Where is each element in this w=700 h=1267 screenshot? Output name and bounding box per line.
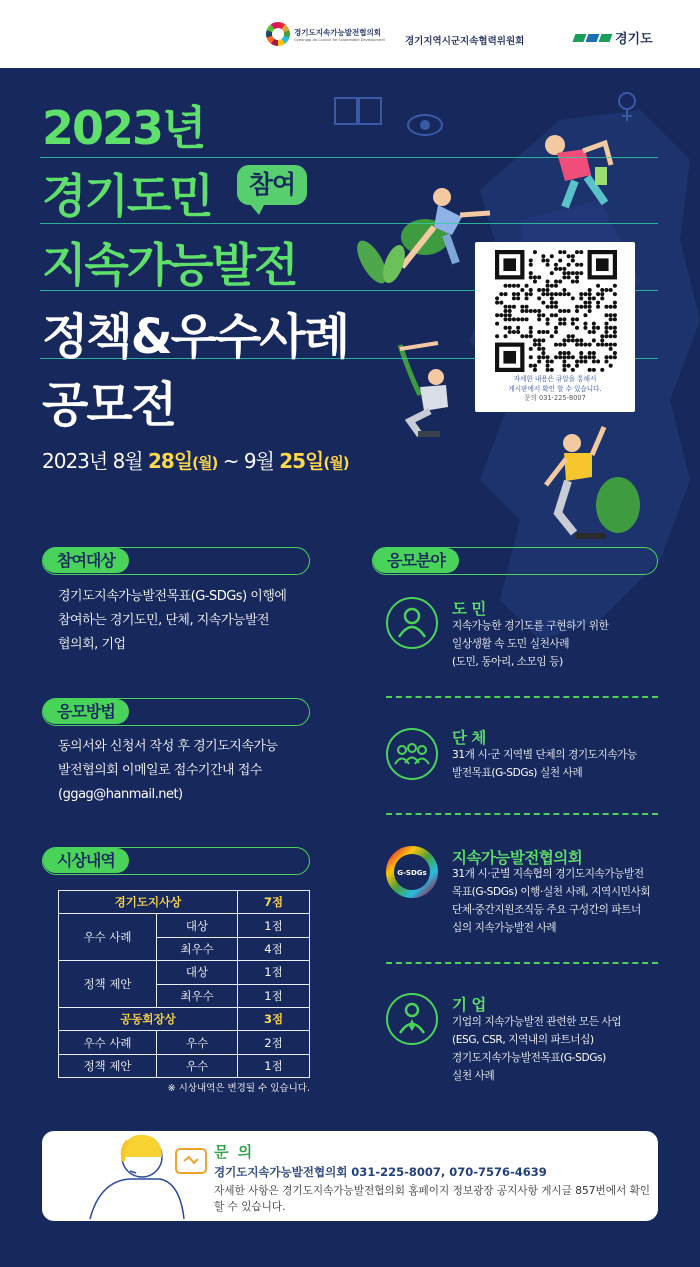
qr-note (475, 375, 635, 404)
qr-note-line2: 게시판에서 확인 할 수 있습니다. (508, 384, 602, 393)
dashed-divider (386, 696, 658, 698)
period-separator: ~ 9월 (217, 449, 280, 473)
contest-period (42, 445, 349, 474)
period-end-weekday: (월) (323, 454, 349, 472)
group-icon (386, 728, 438, 780)
award-count: 1점 (238, 984, 310, 1007)
field-citizen-desc (452, 617, 608, 671)
period-end-day: 25일 (279, 449, 324, 473)
award-category: 정책 제안 (59, 1054, 157, 1077)
field-desc-line: 지속가능한 경기도를 구현하기 위한 (452, 620, 609, 632)
awards-title: 시상내역 (43, 848, 129, 873)
gender-icon (612, 88, 642, 124)
award-governor: 경기도지사상 (59, 891, 238, 914)
field-desc-line: 단체·중간지원조직등 주요 구성간의 파트너 (452, 904, 641, 916)
field-council-title: 지속가능발전협의회 (452, 849, 583, 867)
award-category: 우수 사례 (59, 914, 157, 961)
field-group-title: 단 체 (452, 729, 486, 747)
field-desc-line: 발전목표(G-SDGs) 실천 사례 (452, 767, 583, 779)
method-text (58, 735, 278, 807)
contact-description: 자세한 사항은 경기도지속가능발전협의회 홈페이지 정보광장 공지사항 게시글 857번에서 확인할 수 있습니다. (214, 1185, 651, 1213)
fields-title: 응모분야 (373, 548, 459, 573)
eligibility-header (42, 547, 310, 575)
award-count: 1점 (238, 914, 310, 937)
award-category: 우수 사례 (59, 1031, 157, 1054)
gsdgs-org-english: Gyeonggi-do Council for Sustainable Development (294, 37, 385, 42)
sdgs-wheel-label: G-SDGs (397, 869, 427, 877)
field-desc-line: (ESG, CSR, 지역내의 파트너십) (452, 1034, 594, 1046)
call-center-agent-illustration (80, 1121, 210, 1221)
contact-phone[interactable]: 경기도지속가능발전협의회 031-225-8007, 070-7576-4639 (214, 1165, 547, 1179)
field-desc-line: 31개 시·군별 지속협의 경기도지속가능발전 (452, 868, 644, 880)
method-title: 응모방법 (43, 699, 129, 724)
field-desc-line: 경기도지속가능발전목표(G-SDGs) (452, 1052, 606, 1064)
table-row (59, 891, 310, 914)
award-count: 1점 (238, 961, 310, 984)
method-email[interactable]: (ggag@hanmail.net) (58, 787, 183, 802)
field-group-desc (452, 746, 637, 782)
title-policy-cases: 정책&우수사례 (42, 309, 349, 365)
award-governor-total: 7점 (238, 891, 310, 914)
field-desc-line: 일상생활 속 도민 실천사례 (452, 638, 570, 650)
award-rank: 최우수 (157, 937, 238, 960)
dashed-divider (386, 813, 658, 815)
table-row (59, 1054, 310, 1077)
award-rank: 우수 (157, 1031, 238, 1054)
table-row (59, 1031, 310, 1054)
title-sustainable: 지속가능발전 (42, 238, 297, 292)
award-joint-total: 3점 (238, 1007, 310, 1030)
person-skateboard-illustration (540, 425, 645, 545)
eye-icon (405, 108, 445, 142)
field-desc-line: 기업의 지속가능발전 관련한 모든 사업 (452, 1016, 622, 1028)
title-contest: 공모전 (42, 377, 176, 433)
eligibility-line: 협의회, 기업 (58, 637, 126, 652)
award-rank: 대상 (157, 914, 238, 937)
award-count: 4점 (238, 937, 310, 960)
eligibility-text (58, 585, 286, 657)
award-rank: 대상 (157, 961, 238, 984)
award-rank: 우수 (157, 1054, 238, 1077)
period-start-day: 28일 (147, 449, 193, 473)
method-header (42, 698, 310, 726)
qr-code-image[interactable] (495, 250, 617, 372)
eligibility-line: 참여하는 경기도민, 단체, 지속가능발전 (58, 613, 270, 628)
award-rank: 최우수 (157, 984, 238, 1007)
person-walking-illustration (535, 125, 625, 220)
qr-note-contact: 문의 031-225-8007 (524, 394, 586, 403)
qr-note-line1: 자세한 내용은 큐알을 통해서 (513, 375, 597, 383)
period-start-weekday: (월) (192, 454, 218, 472)
header-bar (0, 0, 700, 68)
field-desc-line: 십의 지속가능발전 사례 (452, 922, 557, 934)
sdg-wheel-icon (266, 22, 290, 46)
citizen-icon (386, 597, 438, 649)
book-icon (330, 90, 390, 130)
plant-leaves-illustration (350, 230, 420, 290)
contact-title: 문 의 (214, 1143, 255, 1161)
dashed-divider (386, 962, 658, 964)
sdgs-wheel-icon (386, 846, 438, 898)
table-row (59, 1007, 310, 1030)
award-count: 1점 (238, 1054, 310, 1077)
gyeonggi-logo[interactable] (574, 28, 653, 47)
qr-card[interactable] (475, 242, 635, 412)
gyeonggi-label: 경기도 (615, 32, 653, 47)
field-desc-line: 31개 시·군 지역별 단체의 경기도지속가능 (452, 749, 637, 761)
eligibility-title: 참여대상 (43, 548, 129, 573)
eligibility-line: 경기도지속가능발전목표(G-SDGs) 이행에 (58, 589, 287, 604)
person-skating-illustration (390, 335, 465, 445)
award-category: 정책 제안 (59, 961, 157, 1008)
table-row (59, 914, 310, 937)
method-line: 동의서와 신청서 작성 후 경기도지속가능 (58, 739, 278, 754)
title-year: 2023년 (42, 101, 205, 155)
method-line: 발전협의회 이메일로 접수기간내 접수 (58, 763, 262, 778)
gyeonggi-mark-icon (574, 34, 611, 42)
title-citizens: 경기도민 (42, 169, 212, 223)
field-desc-line: (도민, 동아리, 소모임 등) (452, 656, 563, 668)
field-desc-line: 목표(G-SDGs) 이행·실천 사례, 지역시민사회 (452, 886, 651, 898)
contact-box (42, 1131, 658, 1221)
field-desc-line: 실천 사례 (452, 1070, 495, 1082)
award-joint: 공동회장상 (59, 1007, 238, 1030)
council-org-name[interactable]: 경기지역시군지속협력위원회 (405, 36, 525, 47)
participation-badge: 참여 (237, 165, 307, 205)
field-business-title: 기 업 (452, 996, 486, 1014)
field-business-desc (452, 1013, 621, 1085)
fields-header (372, 547, 658, 575)
awards-note: ※ 시상내역은 변경될 수 있습니다. (167, 1083, 310, 1094)
awards-header (42, 847, 310, 875)
period-prefix: 2023년 8월 (42, 449, 148, 473)
field-council-desc (452, 865, 650, 937)
awards-table (58, 890, 310, 1078)
table-row (59, 961, 310, 984)
gsdgs-org-name: 경기도지속가능발전협의회 (294, 27, 381, 37)
gsdgs-logo[interactable] (266, 22, 385, 46)
business-icon (386, 993, 438, 1045)
award-count: 2점 (238, 1031, 310, 1054)
field-citizen-title: 도 민 (452, 600, 486, 618)
